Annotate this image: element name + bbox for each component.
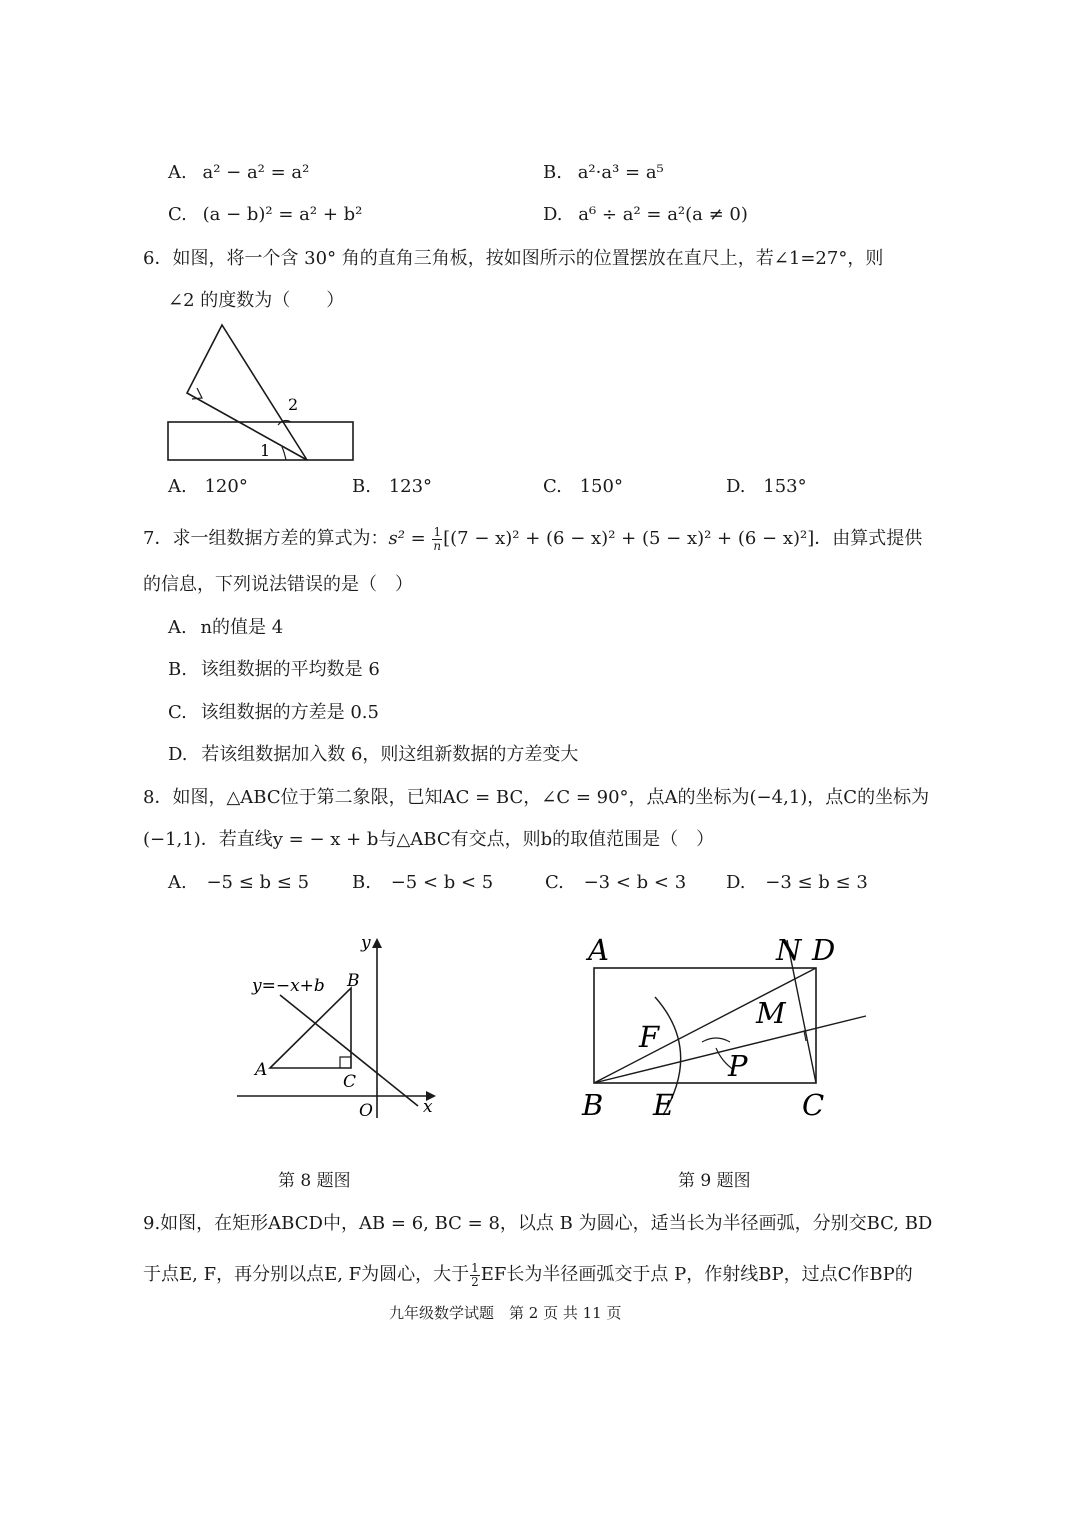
- q8-option-c-text: −3 < b < 3: [583, 872, 687, 893]
- line-label: y=−x+b: [252, 976, 325, 996]
- point-m-label: M: [756, 996, 786, 1030]
- q7-line1-suffix: ．由算式提供: [814, 528, 923, 550]
- q9-figure: [580, 930, 870, 1125]
- q5-option-a-text: a² − a² = a²: [202, 162, 310, 183]
- q6-option-a-label: A.: [168, 476, 187, 497]
- q6-option-a-text: 120°: [204, 476, 248, 497]
- q9-line2-prefix: 于点E, F，再分别以点E, F为圆心，大于: [143, 1264, 470, 1286]
- q5-option-c-label: C.: [168, 204, 187, 225]
- q9-line1: 9.如图，在矩形ABCD中，AB = 6, BC = 8，以点 B 为圆心，适当长为半径画弧，分别交BC, BD: [143, 1213, 933, 1234]
- q7-line1-prefix: 7．求一组数据方差的算式为：: [143, 528, 389, 550]
- arc-p-1: [702, 1038, 730, 1042]
- q9-frac-den: 2: [471, 1274, 479, 1289]
- q8-figure: [230, 928, 445, 1123]
- q5-option-c-text: (a − b)² = a² + b²: [202, 204, 363, 225]
- q6-figure: [160, 318, 365, 468]
- point-b-label: B: [347, 971, 360, 991]
- y-axis-label: y: [361, 933, 371, 953]
- q7-option-b-text: 该组数据的平均数是 6: [200, 659, 380, 680]
- point-c-label: C: [802, 1088, 825, 1122]
- x-axis-label: x: [423, 1097, 433, 1117]
- q8-option-c-label: C.: [545, 872, 564, 893]
- origin-label: O: [359, 1101, 373, 1121]
- q5-option-d: [543, 206, 748, 224]
- angle2-label: 2: [288, 395, 299, 414]
- q6-line2: ∠2 的度数为（ ）: [168, 290, 345, 311]
- q7-option-d-text: 若该组数据加入数 6，则这组新数据的方差变大: [201, 744, 579, 765]
- point-d-label: D: [812, 933, 836, 967]
- q5-option-a-label: A.: [168, 162, 187, 183]
- q7-frac-num: 1: [433, 525, 442, 539]
- q6-option-a: [168, 478, 248, 496]
- q8-option-a-text: −5 ≤ b ≤ 5: [206, 872, 310, 893]
- q6-option-b-text: 123°: [388, 476, 433, 497]
- q6-option-d-text: 153°: [763, 476, 807, 497]
- q7-option-c: [168, 704, 379, 722]
- q6-option-c-text: 150°: [579, 476, 623, 497]
- q9-fraction: [470, 1262, 480, 1288]
- q6-option-c-label: C.: [543, 476, 562, 497]
- q8-line2: (−1,1)．若直线y = − x + b与△ABC有交点，则b的取值范围是（ ）: [143, 829, 715, 850]
- q6-option-d: [726, 478, 807, 496]
- point-b-label: B: [582, 1088, 604, 1122]
- right-angle-mark: [794, 1031, 806, 1041]
- q6-option-d-label: D.: [726, 476, 746, 497]
- y-axis-arrow: [372, 938, 382, 948]
- q8-option-b-text: −5 < b < 5: [390, 872, 494, 893]
- q7-option-a-label: A.: [168, 617, 187, 638]
- q7-formula-rhs: [(7 − x)² + (6 − x)² + (5 − x)² + (6 − x)²]: [443, 528, 815, 550]
- q7-option-b-label: B.: [168, 659, 187, 680]
- q8-option-d: [726, 874, 868, 892]
- page-footer: 九年级数学试题 第 2 页 共 11 页: [389, 1304, 622, 1322]
- q9-figure-caption: 第 9 题图: [678, 1171, 751, 1191]
- q7-formula-fraction: [432, 526, 442, 552]
- q7-option-a-text: n的值是 4: [200, 617, 284, 638]
- q6-option-c: [543, 478, 623, 496]
- angle1-label: 1: [260, 441, 271, 460]
- q7-option-b: [168, 661, 380, 679]
- point-a-label: A: [255, 1060, 268, 1080]
- q8-option-b-label: B.: [352, 872, 371, 893]
- q8-option-a-label: A.: [168, 872, 187, 893]
- q9-line2-suffix: EF长为半径画弧交于点 P，作射线BP，过点C作BP的: [480, 1264, 913, 1286]
- point-f-label: F: [639, 1020, 660, 1054]
- q5-option-d-label: D.: [543, 204, 563, 225]
- q5-option-a: [168, 164, 309, 182]
- point-a-label: A: [588, 933, 609, 967]
- q6-option-b-label: B.: [352, 476, 371, 497]
- q5-option-c: [168, 206, 362, 224]
- q7-formula-lhs: s² =: [388, 528, 426, 550]
- q8-figure-caption: 第 8 题图: [278, 1171, 351, 1191]
- q7-option-d-label: D.: [168, 744, 188, 765]
- q8-option-a: [168, 874, 309, 892]
- q9-frac-num: 1: [471, 1261, 479, 1275]
- set-square-triangle: [187, 325, 307, 460]
- angle1-arc: [282, 447, 286, 460]
- q8-option-d-text: −3 ≤ b ≤ 3: [765, 872, 868, 893]
- q9-line2: [143, 1262, 913, 1288]
- q5-option-b: [543, 164, 664, 182]
- right-angle-mark: [340, 1057, 351, 1068]
- q8-option-b: [352, 874, 493, 892]
- point-p-label: P: [728, 1049, 748, 1083]
- point-n-label: N: [776, 933, 802, 967]
- q5-option-b-label: B.: [543, 162, 562, 183]
- point-c-label: C: [343, 1072, 357, 1092]
- q6-line1: 6．如图，将一个含 30° 角的直角三角板，按如图所示的位置摆放在直尺上，若∠1=27°，则: [143, 248, 884, 269]
- q7-line2: 的信息，下列说法错误的是（ ）: [143, 574, 413, 595]
- q7-line1: [143, 526, 922, 552]
- q8-line1: 8．如图，△ABC位于第二象限，已知AC = BC，∠C = 90°，点A的坐标为(−4,1)，点C的坐标为: [143, 787, 930, 808]
- q7-option-c-text: 该组数据的方差是 0.5: [200, 702, 379, 723]
- q6-option-b: [352, 478, 432, 496]
- q8-option-c: [545, 874, 686, 892]
- q7-option-d: [168, 746, 578, 764]
- triangle-abc: [270, 988, 351, 1068]
- q7-option-c-label: C.: [168, 702, 187, 723]
- q7-option-a: [168, 619, 283, 637]
- point-e-label: E: [653, 1088, 675, 1122]
- q8-option-d-label: D.: [726, 872, 746, 893]
- q5-option-d-text: a⁶ ÷ a² = a²(a ≠ 0): [578, 204, 748, 225]
- q7-frac-den: n: [433, 538, 442, 553]
- q5-option-b-text: a²·a³ = a⁵: [577, 162, 664, 183]
